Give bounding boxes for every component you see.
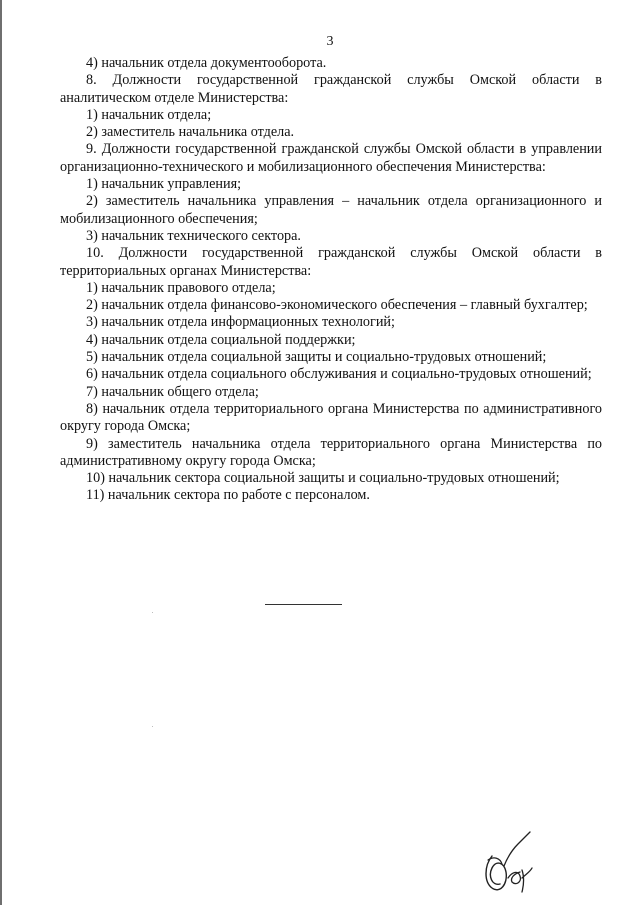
paragraph-20: 11) начальник сектора по работе с персоналом. (86, 487, 370, 504)
scan-edge (0, 0, 2, 905)
end-separator-line (265, 604, 342, 605)
paragraph-9: 10. Должности государственной гражданской службы Омской области в территориальных органах Министерства: (60, 245, 602, 279)
paragraph-11: 2) начальник отдела финансово-экономического обеспечения – главный бухгалтер; (86, 297, 588, 314)
paragraph-14: 5) начальник отдела социальной защиты и социально-трудовых отношений; (86, 349, 547, 366)
paragraph-12: 3) начальник отдела информационных технологий; (86, 314, 395, 331)
paragraph-1: 4) начальник отдела документооборота. (86, 55, 327, 71)
paragraph-8: 3) начальник технического сектора. (86, 227, 301, 244)
paragraph-17: 8) начальник отдела территориального органа Министерства по административного округу города Омска; (60, 400, 602, 435)
paragraph-15: 6) начальник отдела социального обслуживания и социально-трудовых отношений; (86, 366, 592, 383)
page-number: 3 (326, 34, 334, 49)
scan-speck (152, 726, 153, 727)
paragraph-19: 10) начальник сектора социальной защиты и социально-трудовых отношений; (86, 470, 560, 487)
paragraph-13: 4) начальник отдела социальной поддержки; (86, 331, 356, 348)
paragraph-2: 8. Должности государственной гражданской службы Омской области в аналитическом отделе Министерства: (60, 72, 602, 106)
paragraph-10: 1) начальник правового отдела; (86, 279, 276, 296)
paragraph-4: 2) заместитель начальника отдела. (86, 124, 295, 141)
paragraph-16: 7) начальник общего отдела; (86, 383, 259, 400)
document-body (60, 55, 602, 505)
paragraph-3: 1) начальник отдела; (86, 106, 212, 123)
scan-speck (152, 612, 153, 613)
paragraph-18: 9) заместитель начальника отдела территориального органа Министерства по административному округу города Омска; (60, 435, 602, 469)
paragraph-5: 9. Должности государственной гражданской службы Омской области в управлении организационно-технического и мобилизационного обеспечения Министерства: (60, 141, 602, 175)
paragraph-6: 1) начальник управления; (86, 176, 242, 193)
signature-mark (478, 826, 548, 898)
paragraph-7: 2) заместитель начальника управления – начальник отдела организационного и мобилизационного обеспечения; (60, 193, 602, 227)
